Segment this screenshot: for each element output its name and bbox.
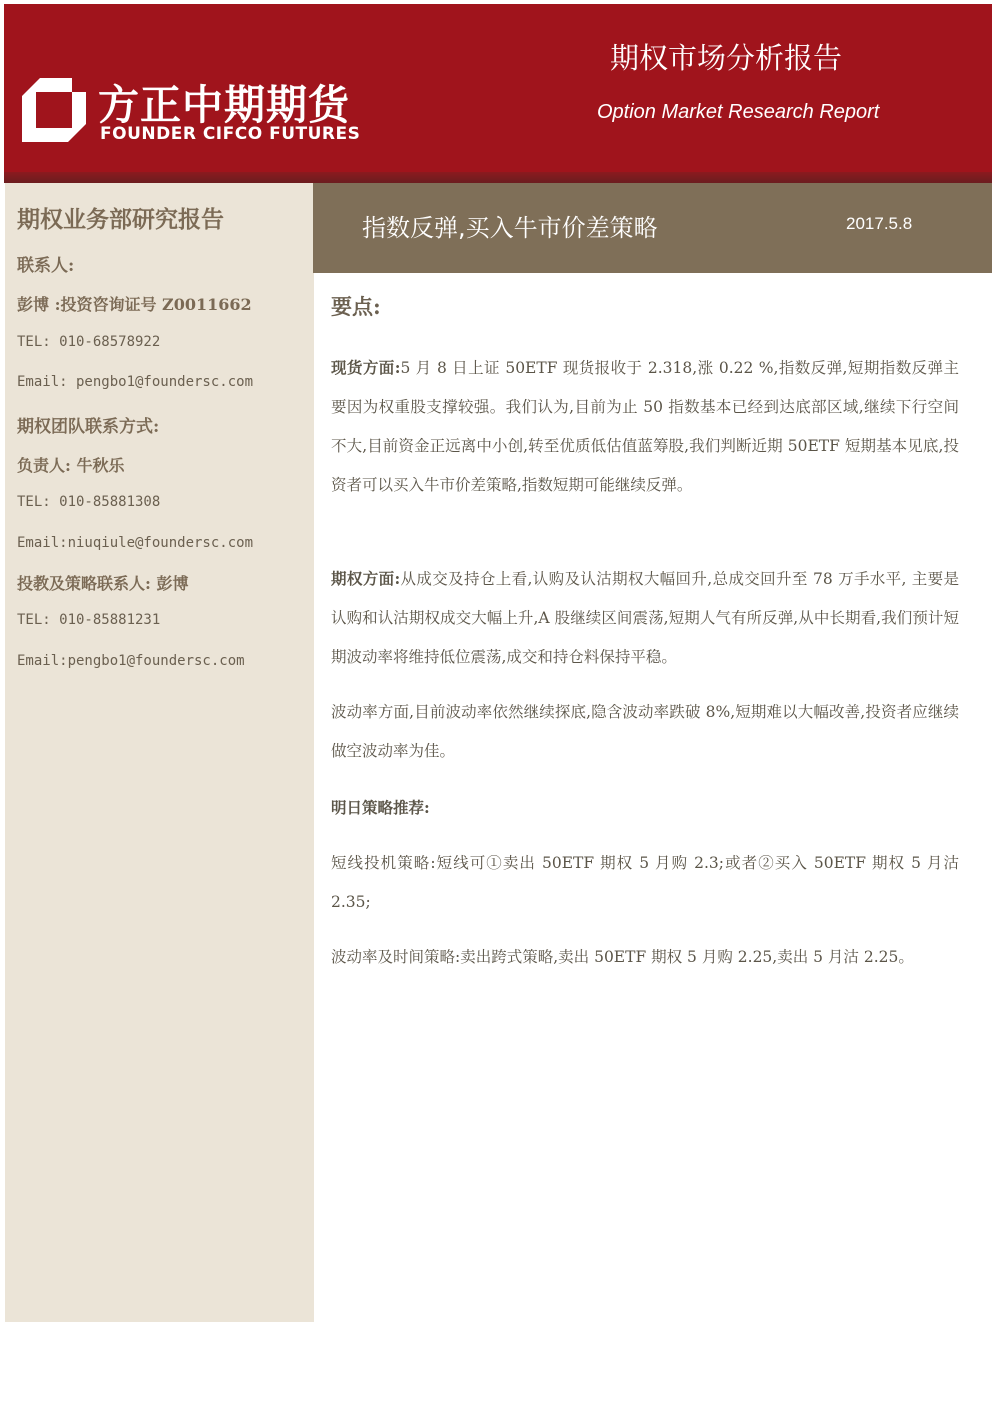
company-name-en: FOUNDER CIFCO FUTURES [100, 124, 361, 144]
contact-tel: TEL: 010-68578922 [17, 334, 161, 350]
contact-label: 联系人: [17, 256, 75, 276]
short-term-strategy: 短线投机策略:短线可①卖出 50ETF 期权 5 月购 2.3;或者②买入 50ETF 期权 5 月沽 2.35; [331, 854, 959, 911]
spot-market-text: 5 月 8 日上证 50ETF 现货报收于 2.318,涨 0.22 %,指数反弹,短期指数反弹主要因为权重股支撑较强。我们认为,目前为止 50 指数基本已经到达底部区域,继续下行空间不大,目前资金正远离中小创,转至优质低估值蓝筹股,我们判断近期 50ETF 短期基本见底,投资者可以买入牛市价差策略,指数短期可能继续反弹。 [331, 359, 959, 494]
spot-market-paragraph [331, 348, 959, 505]
education-contact-label: 投教及策略联系人: 彭博 [17, 574, 189, 593]
spot-market-label: 现货方面: [331, 358, 401, 377]
education-email: Email:pengbo1@foundersc.com [17, 653, 245, 669]
contact-email: Email: pengbo1@foundersc.com [17, 374, 254, 390]
article-title: 指数反弹,买入牛市价差策略 [362, 214, 658, 242]
strategy-heading: 明日策略推荐: [331, 798, 430, 817]
volatility-time-strategy: 波动率及时间策略:卖出跨式策略,卖出 50ETF 期权 5 月购 2.25,卖出 5 月沽 2.25。 [331, 948, 914, 966]
header-divider [4, 172, 992, 183]
options-market-paragraph [331, 559, 959, 677]
education-tel: TEL: 010-85881231 [17, 612, 161, 628]
options-market-label: 期权方面: [331, 569, 401, 588]
options-market-text: 从成交及持仓上看,认购及认沽期权大幅回升,总成交回升至 78 万手水平, 主要是认购和认沽期权成交大幅上升,A 股继续区间震荡,短期人气有所反弹,从中长期看,我们预计短期波动率将维持低位震荡,成交和持仓料保持平稳。 [331, 570, 959, 666]
volatility-paragraph: 波动率方面,目前波动率依然继续探底,隐含波动率跌破 8%,短期难以大幅改善,投资者应继续做空波动率为佳。 [331, 703, 959, 760]
team-email: Email:niuqiule@foundersc.com [17, 535, 254, 551]
team-contact-label: 期权团队联系方式: [17, 417, 160, 437]
sidebar-title: 期权业务部研究报告 [17, 206, 224, 233]
report-date: 2017.5.8 [846, 214, 913, 233]
contact-sidebar [5, 183, 314, 1322]
report-type-cn: 期权市场分析报告 [610, 41, 843, 75]
report-type-en: Option Market Research Report [597, 101, 880, 123]
team-lead: 负责人: 牛秋乐 [17, 456, 125, 475]
company-name-cn: 方正中期期货 [98, 81, 350, 129]
keypoints-heading: 要点: [331, 294, 381, 319]
contact-analyst: 彭博 :投资咨询证号 Z0011662 [17, 295, 252, 314]
company-logo-icon [22, 78, 86, 142]
team-tel: TEL: 010-85881308 [17, 494, 161, 510]
